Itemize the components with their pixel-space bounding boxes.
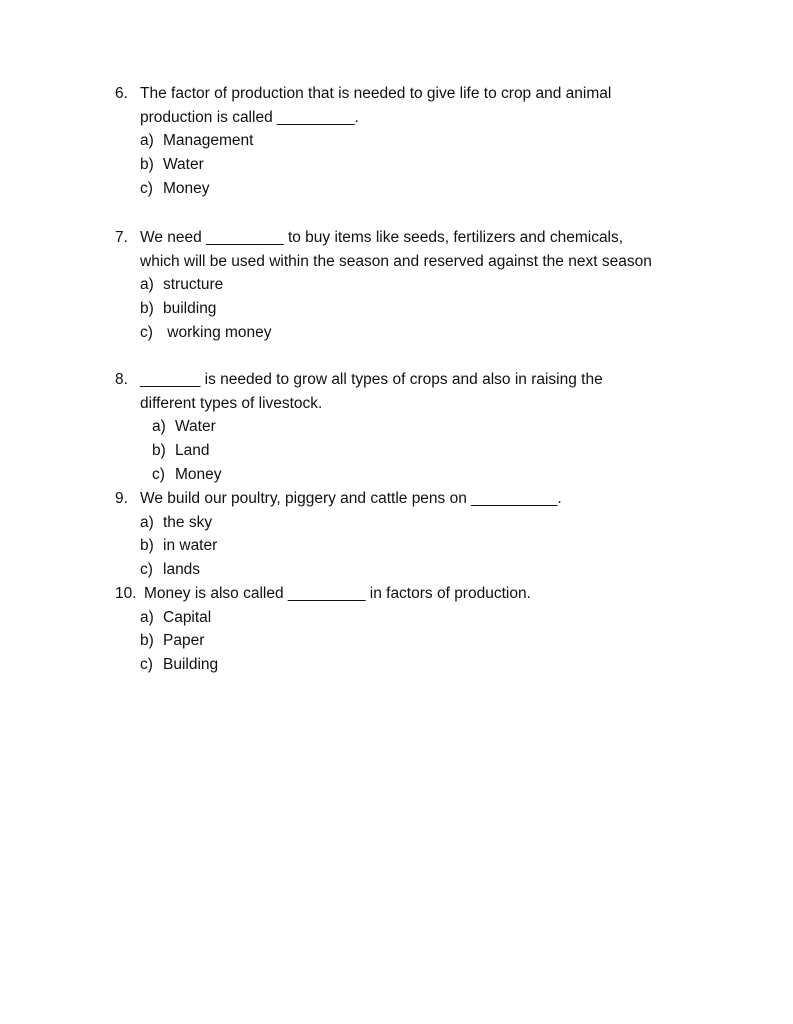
answer-option-c xyxy=(115,463,755,487)
question-10 xyxy=(115,582,755,677)
answer-option-a xyxy=(115,273,755,297)
question-7 xyxy=(115,226,755,344)
option-letter: a) xyxy=(140,132,154,150)
question-number: 8. xyxy=(115,371,128,388)
option-text: building xyxy=(163,300,217,318)
question-text-line: different types of livestock. xyxy=(140,394,323,412)
question-text-line: The factor of production that is needed to give life to crop and animal xyxy=(140,85,612,102)
answer-option-c xyxy=(115,177,755,201)
option-letter: a) xyxy=(140,608,154,626)
answer-option-a xyxy=(115,511,755,535)
option-letter: c) xyxy=(140,656,153,674)
question-text-line: We build our poultry, piggery and cattle pens on __________. xyxy=(140,490,562,507)
question-number: 7. xyxy=(115,229,128,246)
option-text: in water xyxy=(163,537,218,555)
option-letter: b) xyxy=(140,156,154,174)
answer-option-c xyxy=(115,321,755,345)
option-text: Paper xyxy=(163,632,205,650)
question-text-line: which will be used within the season and reserved against the next season xyxy=(140,252,652,270)
answer-option-c xyxy=(115,653,755,677)
question-8 xyxy=(115,368,755,486)
question-number: 10. xyxy=(115,585,137,602)
option-text: Capital xyxy=(163,608,212,626)
question-number: 9. xyxy=(115,490,128,507)
question-text-line: production is called _________. xyxy=(140,108,359,126)
question-text-line: Money is also called _________ in factors of production. xyxy=(144,585,531,602)
answer-option-b xyxy=(115,153,755,177)
answer-option-a xyxy=(115,129,755,153)
option-letter: c) xyxy=(140,179,153,197)
question-9 xyxy=(115,487,755,582)
option-letter: b) xyxy=(152,442,166,460)
option-text: the sky xyxy=(163,513,213,531)
option-letter: a) xyxy=(140,513,154,531)
answer-option-b xyxy=(115,534,755,558)
option-text: Water xyxy=(175,418,216,436)
answer-option-b xyxy=(115,629,755,653)
option-text: Money xyxy=(175,465,222,483)
answer-option-b xyxy=(115,297,755,321)
option-text: Land xyxy=(175,442,210,460)
question-text-line: _______ is needed to grow all types of crops and also in raising the xyxy=(140,371,603,388)
option-letter: a) xyxy=(140,276,154,294)
option-text: lands xyxy=(163,561,201,579)
answer-option-c xyxy=(115,558,755,582)
option-letter: b) xyxy=(140,537,154,555)
option-letter: c) xyxy=(152,465,165,483)
question-text-line: We need _________ to buy items like seeds, fertilizers and chemicals, xyxy=(140,229,624,246)
option-letter: b) xyxy=(140,300,154,318)
option-text: working money xyxy=(163,323,272,341)
option-letter: c) xyxy=(140,323,153,341)
option-text: Building xyxy=(163,656,219,674)
option-letter: c) xyxy=(140,561,153,579)
question-6 xyxy=(115,82,755,200)
option-letter: b) xyxy=(140,632,154,650)
answer-option-b xyxy=(115,439,755,463)
option-letter: a) xyxy=(152,418,166,436)
option-text: Management xyxy=(163,132,254,150)
answer-option-a xyxy=(115,415,755,439)
option-text: structure xyxy=(163,276,224,294)
option-text: Water xyxy=(163,156,204,174)
question-number: 6. xyxy=(115,85,128,102)
answer-option-a xyxy=(115,606,755,630)
option-text: Money xyxy=(163,179,210,197)
